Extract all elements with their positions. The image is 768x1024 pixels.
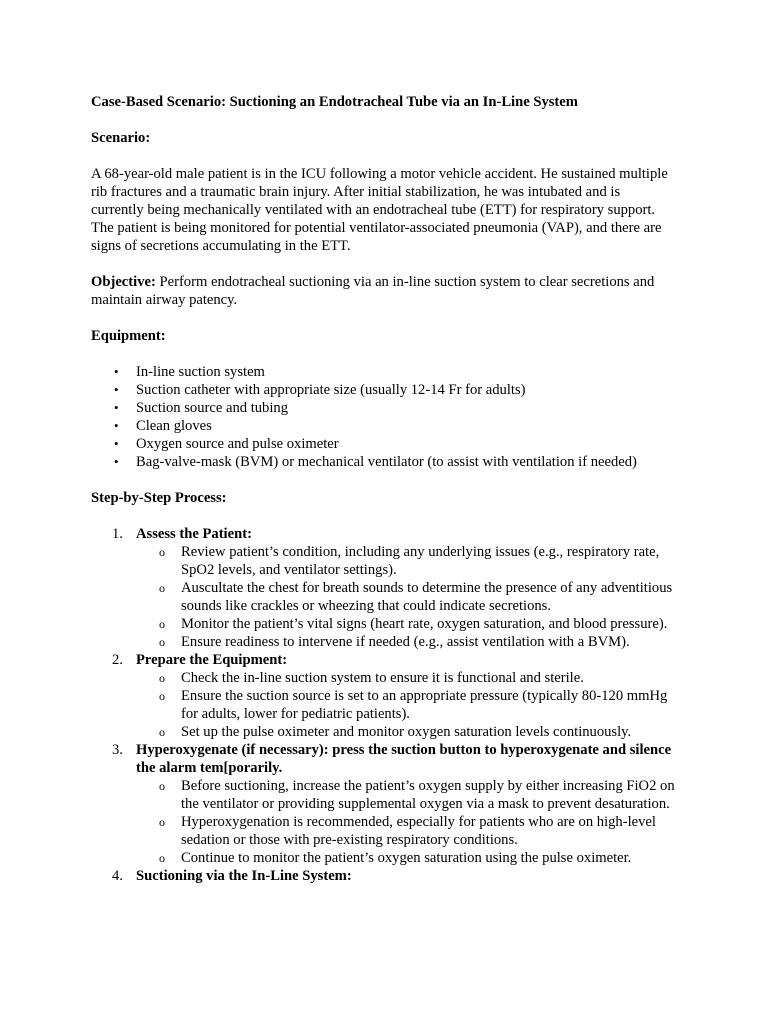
sub-item bbox=[159, 633, 676, 651]
step-number: 2. bbox=[112, 652, 123, 668]
circle-bullet-icon: o bbox=[159, 779, 165, 793]
objective-text: Perform endotracheal suctioning via an in-line suction system to clear secretions and maintain airway patency. bbox=[91, 274, 655, 308]
circle-bullet-icon: o bbox=[159, 635, 165, 649]
sub-item-text: Check the in-line suction system to ensure it is functional and sterile. bbox=[181, 670, 584, 686]
list-item bbox=[114, 399, 676, 417]
scenario-paragraph: A 68-year-old male patient is in the ICU following a motor vehicle accident. He sustained multiple rib fractures and a traumatic brain injury. After initial stabilization, he was intubated and is currently being mechanically ventilated with an endotracheal tube (ETT) for respiratory support. The patient is being monitored for potential ventilator-associated pneumonia (VAP), and there are signs of secretions accumulating in the ETT. bbox=[91, 166, 668, 254]
process-heading: Step-by-Step Process: bbox=[91, 490, 227, 506]
list-item bbox=[114, 417, 676, 435]
circle-bullet-icon: o bbox=[159, 689, 165, 703]
steps-list bbox=[91, 525, 676, 885]
list-item-text: Suction catheter with appropriate size (usually 12-14 Fr for adults) bbox=[136, 382, 526, 398]
list-item bbox=[114, 363, 676, 381]
bullet-icon: • bbox=[114, 418, 119, 433]
step-title: Hyperoxygenate (if necessary): press the suction button to hyperoxygenate and silence the alarm tem[porarily. bbox=[136, 742, 672, 776]
list-item bbox=[114, 453, 676, 471]
step-item bbox=[112, 867, 676, 885]
sub-item-text: Auscultate the chest for breath sounds to determine the presence of any adventitious sounds like crackles or wheezing that could indicate secretions. bbox=[181, 580, 673, 614]
document-title: Case-Based Scenario: Suctioning an Endotracheal Tube via an In-Line System bbox=[91, 94, 578, 110]
sub-item-text: Ensure the suction source is set to an appropriate pressure (typically 80-120 mmHg for adults, lower for pediatric patients). bbox=[181, 688, 668, 722]
step-title: Assess the Patient: bbox=[136, 526, 252, 542]
circle-bullet-icon: o bbox=[159, 671, 165, 685]
circle-bullet-icon: o bbox=[159, 815, 165, 829]
step-number: 4. bbox=[112, 868, 123, 884]
circle-bullet-icon: o bbox=[159, 545, 165, 559]
step-item bbox=[112, 525, 676, 651]
list-item-text: Oxygen source and pulse oximeter bbox=[136, 436, 339, 452]
bullet-icon: • bbox=[114, 364, 119, 379]
list-item-text: Clean gloves bbox=[136, 418, 212, 434]
objective-label: Objective: bbox=[91, 274, 156, 290]
bullet-icon: • bbox=[114, 382, 119, 397]
circle-bullet-icon: o bbox=[159, 725, 165, 739]
step-item bbox=[112, 651, 676, 741]
bullet-icon: • bbox=[114, 400, 119, 415]
step-number: 1. bbox=[112, 526, 123, 542]
sub-item-text: Review patient’s condition, including any underlying issues (e.g., respiratory rate, SpO2 levels, and ventilator settings). bbox=[181, 544, 660, 578]
step-sublist bbox=[136, 543, 676, 651]
sub-item-text: Ensure readiness to intervene if needed (e.g., assist ventilation with a BVM). bbox=[181, 634, 630, 650]
sub-item-text: Continue to monitor the patient’s oxygen saturation using the pulse oximeter. bbox=[181, 850, 632, 866]
list-item-text: Suction source and tubing bbox=[136, 400, 288, 416]
equipment-list bbox=[91, 363, 676, 471]
step-sublist bbox=[136, 777, 676, 867]
list-item bbox=[114, 381, 676, 399]
sub-item-text: Hyperoxygenation is recommended, especially for patients who are on high-level sedation or those with pre-existing respiratory conditions. bbox=[181, 814, 656, 848]
list-item-text: In-line suction system bbox=[136, 364, 265, 380]
list-item bbox=[114, 435, 676, 453]
sub-item bbox=[159, 543, 676, 579]
equipment-heading: Equipment: bbox=[91, 328, 166, 344]
step-title: Prepare the Equipment: bbox=[136, 652, 288, 668]
step-title: Suctioning via the In-Line System: bbox=[136, 868, 352, 884]
circle-bullet-icon: o bbox=[159, 851, 165, 865]
sub-item bbox=[159, 723, 676, 741]
list-item-text: Bag-valve-mask (BVM) or mechanical ventilator (to assist with ventilation if needed) bbox=[136, 454, 637, 470]
sub-item bbox=[159, 777, 676, 813]
sub-item-text: Before suctioning, increase the patient’s oxygen supply by either increasing FiO2 on the ventilator or providing supplemental oxygen via a mask to prevent desaturation. bbox=[181, 778, 675, 812]
step-number: 3. bbox=[112, 742, 123, 758]
sub-item bbox=[159, 687, 676, 723]
sub-item bbox=[159, 813, 676, 849]
sub-item bbox=[159, 849, 676, 867]
scenario-heading: Scenario: bbox=[91, 130, 151, 146]
step-sublist bbox=[136, 669, 676, 741]
sub-item bbox=[159, 669, 676, 687]
sub-item-text: Monitor the patient’s vital signs (heart rate, oxygen saturation, and blood pressure). bbox=[181, 616, 668, 632]
bullet-icon: • bbox=[114, 454, 119, 469]
circle-bullet-icon: o bbox=[159, 617, 165, 631]
sub-item bbox=[159, 615, 676, 633]
sub-item-text: Set up the pulse oximeter and monitor oxygen saturation levels continuously. bbox=[181, 724, 632, 740]
circle-bullet-icon: o bbox=[159, 581, 165, 595]
objective-paragraph bbox=[91, 273, 676, 309]
step-item bbox=[112, 741, 676, 867]
bullet-icon: • bbox=[114, 436, 119, 451]
sub-item bbox=[159, 579, 676, 615]
